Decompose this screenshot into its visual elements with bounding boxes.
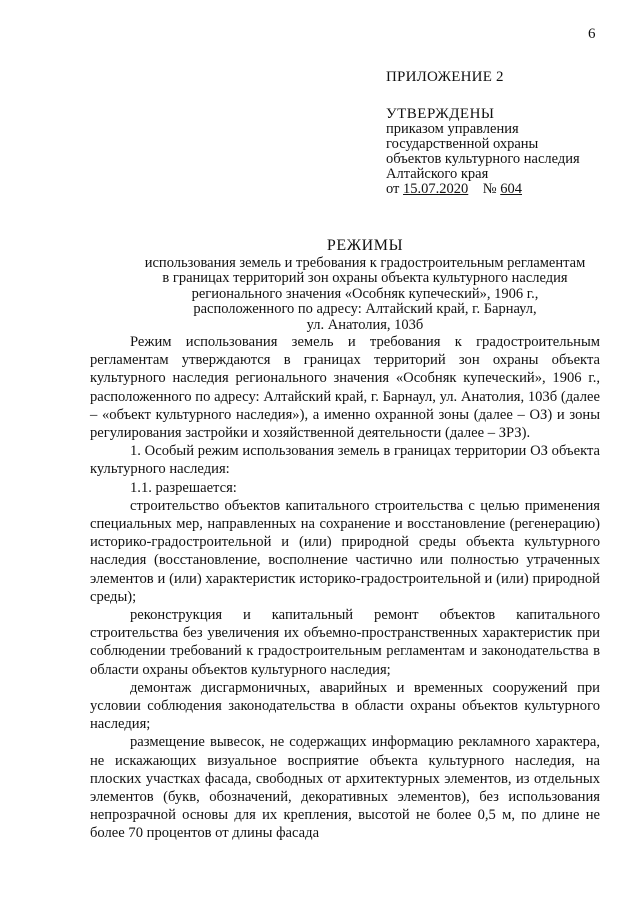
document-body	[90, 333, 600, 843]
heading-line: расположенного по адресу: Алтайский край, г. Барнаул,	[193, 301, 537, 317]
paragraph: размещение вывесок, не содержащих информацию рекламного характера, не искажающих визуальное восприятие объекта культурного наследия, на плоских участках фасада, свободных от архитектурных элементов, из отдельных элементов (букв, обозначений, декоративных элементов), без использования непрозрачной основы для их крепления, высотой не более 0,5 м, по длине не более 70 процентов от длины фасада	[90, 734, 600, 842]
approval-line: объектов культурного наследия	[386, 151, 580, 167]
approved-title: УТВЕРЖДЕНЫ	[386, 106, 495, 122]
paragraph: 1.1. разрешается:	[130, 479, 237, 496]
paragraph: демонтаж дисгармоничных, аварийных и временных сооружений при условии соблюдения законодательства в области охраны объектов культурного наследия;	[90, 679, 600, 733]
heading-line: регионального значения «Особняк купеческий», 1906 г.,	[191, 285, 539, 302]
order-number: 604	[500, 181, 522, 197]
approval-block	[386, 70, 636, 197]
document-heading	[90, 238, 640, 333]
heading-line: использования земель и требования к градостроительным регламентам	[144, 254, 586, 271]
date-prefix: от	[386, 181, 400, 197]
approval-line: Алтайского края	[386, 166, 489, 182]
appendix-title: ПРИЛОЖЕНИЕ 2	[386, 69, 504, 85]
approval-line: государственной охраны	[386, 136, 539, 152]
heading-title: РЕЖИМЫ	[326, 237, 404, 254]
number-label: №	[482, 181, 497, 197]
paragraph: строительство объектов капитального строительства с целью применения специальных мер, направленных на сохранение и восстановление (регенерацию) историко-градостроительной и (или) природной среды объекта культурного наследия (восстановление, восполнение частично или полностью утраченных элементов и (или) характеристик историко-градостроительной и (или) природной среды);	[90, 497, 600, 605]
approval-date-line	[386, 182, 636, 197]
heading-line: в границах территорий зон охраны объекта культурного наследия	[162, 270, 568, 286]
paragraph: Режим использования земель и требования к градостроительным регламентам утверждаются в границах территорий зон охраны объекта культурного наследия регионального значения «Особняк купеческий», 1906 г., расположенного по адресу: Алтайский край, г. Барнаул, ул. Анатолия, 103б (далее – «объект культурного наследия»), а именно охранной зоны (далее – ОЗ) и зоны регулирования застройки и хозяйственной деятельности (далее – ЗРЗ).	[90, 334, 600, 442]
paragraph: 1. Особый режим использования земель в границах территории ОЗ объекта культурного наследия:	[90, 443, 600, 478]
heading-line: ул. Анатолия, 103б	[306, 316, 424, 333]
page-number: 6	[588, 26, 596, 42]
paragraph: реконструкция и капитальный ремонт объектов капитального строительства без увеличения их объемно-пространственных характеристик при соблюдении требований к градостроительным регламентам и законодательства в области охраны объектов культурного наследия;	[90, 607, 600, 678]
approval-line: приказом управления	[386, 121, 519, 137]
order-date: 15.07.2020	[403, 181, 469, 197]
